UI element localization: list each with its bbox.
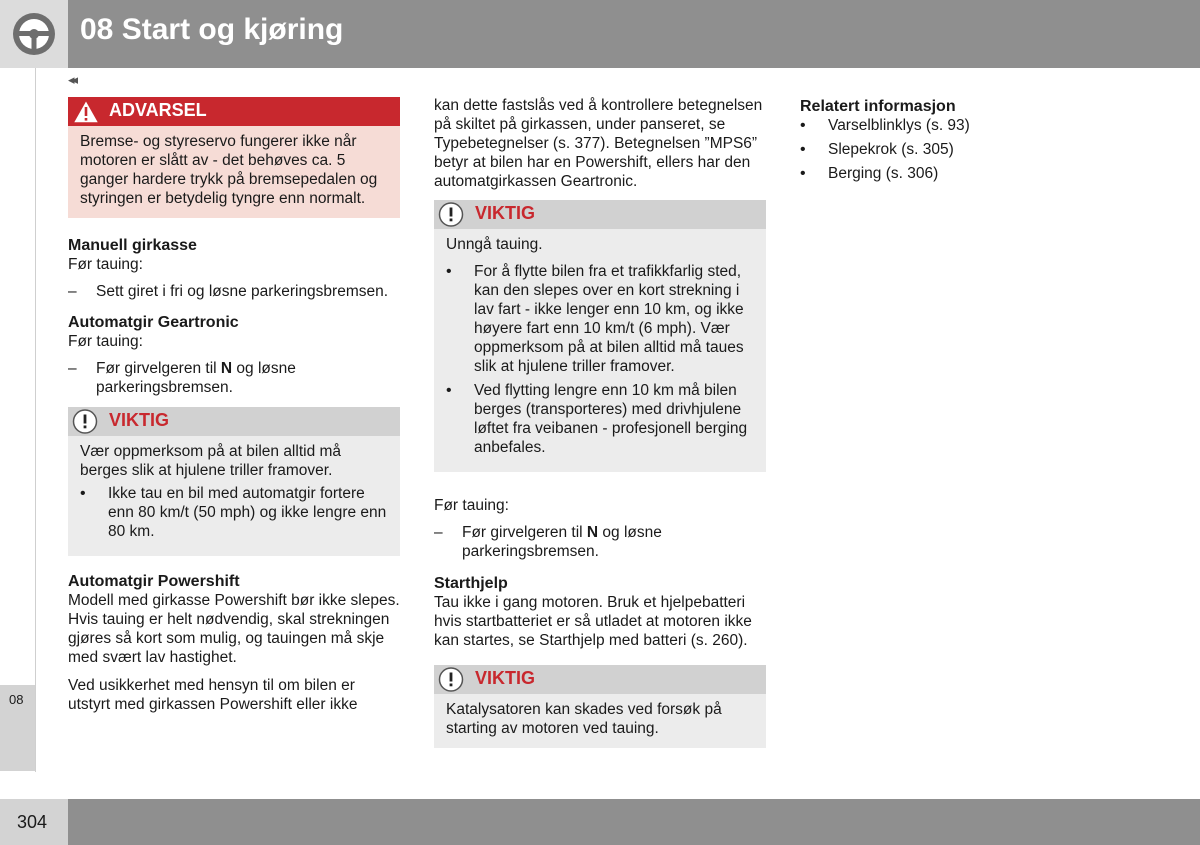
- important-box: [68, 407, 400, 556]
- list-item: – Før girvelgeren til N og løsne parkeringsbremsen.: [68, 360, 296, 396]
- important-text: Katalysatoren kan skades ved forsøk på starting av motoren ved tauing.: [434, 694, 766, 748]
- list-item: • Ikke tau en bil med automatgir fortere enn 80 km/t (50 mph) og ikke lengre enn 80 km.: [80, 484, 388, 541]
- page-footer: [0, 799, 1200, 845]
- related-link[interactable]: • Slepekrok (s. 305): [800, 140, 1132, 159]
- list-item: • For å flytte bilen fra et trafikkfarlig sted, kan den slepes over en kort strekning i lav fart - ikke lenger enn 10 km, og ikke høyere fart enn 10 km/t (6 mph). Vær oppmerksom på at bilen alltid må taues slik at hjulene triller framover.: [446, 262, 754, 376]
- important-body: [434, 229, 766, 472]
- chapter-icon-box: [0, 0, 68, 68]
- back-nav-icon[interactable]: ◂◂: [68, 72, 76, 87]
- geartronic-steps: [68, 359, 400, 397]
- important-box: [434, 665, 766, 748]
- page-number: 304: [17, 812, 48, 832]
- powershift-p1: Modell med girkasse Powershift bør ikke slepes. Hvis tauing er helt nødvendig, skal strekningen gjøres så kort som mulig, og tauingen må skje med svært lav hastighet.: [68, 592, 400, 666]
- steering-wheel-icon: [0, 0, 68, 68]
- list-item: – Sett giret i fri og løsne parkeringsbremsen.: [68, 283, 389, 300]
- starthjelp-text: Tau ikke i gang motoren. Bruk et hjelpebatteri hvis startbatteriet er så utladet at motoren ikke kan startes, se Starthjelp med batteri (s. 260).: [434, 594, 752, 649]
- step-text-pre: Før girvelgeren til: [462, 524, 587, 541]
- powershift-continued: kan dette fastslås ved å kontrollere betegnelsen på skiltet på girkassen, under panseret, se Typebetegnelser (s. 377). Betegnelsen ”MPS6” betyr at bilen har en Powershift, ellers har den automatgirkassen Geartronic.: [434, 97, 763, 190]
- warning-box: [68, 97, 400, 218]
- column-2: [434, 96, 766, 748]
- chapter-title: 08 Start og kjøring: [80, 13, 344, 46]
- related-link[interactable]: • Varselblinklys (s. 93): [800, 116, 1132, 135]
- step-text-post: og løsne parkeringsbremsen.: [462, 524, 662, 560]
- related-link[interactable]: • Berging (s. 306): [800, 164, 1132, 183]
- warning-text: Bremse- og styreservo fungerer ikke når motoren er slått av - det behøves ca. 5 ganger hardere trykk på bremsepedalen og styringen er betydelig tyngre enn normalt.: [68, 126, 400, 218]
- important-bar: [434, 200, 766, 229]
- important-label: VIKTIG: [109, 410, 170, 430]
- column-3: [800, 97, 1132, 188]
- side-index: [0, 68, 36, 772]
- towing-steps: [434, 523, 766, 561]
- towing-intro: Før tauing:: [434, 497, 509, 514]
- manual-step-text: Sett giret i fri og løsne parkeringsbremsen.: [96, 283, 389, 300]
- important-text: Vær oppmerksom på at bilen alltid må berges slik at hjulene triller framover.: [80, 443, 342, 479]
- heading-powershift: Automatgir Powershift: [68, 573, 240, 590]
- geartronic-intro: Før tauing:: [68, 333, 143, 350]
- important-bullets: [80, 484, 388, 541]
- important-label: VIKTIG: [475, 668, 536, 688]
- exclamation-icon: [71, 407, 101, 436]
- important-box: [434, 200, 766, 472]
- list-item: – Før girvelgeren til N og løsne parkeringsbremsen.: [434, 524, 662, 560]
- important-body: [68, 436, 400, 556]
- powershift-p2: Ved usikkerhet med hensyn til om bilen er utstyrt med girkassen Powershift eller ikke: [68, 677, 358, 713]
- exclamation-icon: [437, 200, 467, 229]
- side-tab-label: 08: [9, 692, 24, 707]
- important-label: VIKTIG: [475, 203, 536, 223]
- heading-starthjelp: Starthjelp: [434, 575, 508, 592]
- exclamation-icon: [437, 665, 467, 694]
- related-links: [800, 116, 1132, 183]
- important-text: Unngå tauing.: [446, 236, 543, 253]
- step-text-post: og løsne parkeringsbremsen.: [96, 360, 296, 396]
- manual-intro: Før tauing:: [68, 256, 143, 273]
- gear-n: N: [586, 524, 599, 541]
- warning-bar: [68, 97, 400, 126]
- manual-steps: [68, 282, 400, 301]
- warning-triangle-icon: [71, 97, 101, 126]
- chapter-header: [0, 0, 1200, 68]
- heading-geartronic: Automatgir Geartronic: [68, 314, 239, 331]
- list-item: • Ved flytting lengre enn 10 km må bilen berges (transporteres) med drivhjulene løftet fra veibanen - profesjonell berging anbefales.: [446, 381, 754, 457]
- column-1: [68, 97, 400, 714]
- warning-label: ADVARSEL: [109, 100, 207, 120]
- page-number-box: [0, 799, 68, 845]
- step-text-pre: Før girvelgeren til: [96, 360, 221, 377]
- important-bar: [68, 407, 400, 436]
- important-bullets: [446, 262, 754, 457]
- related-info-heading: Relatert informasjon: [800, 98, 956, 115]
- side-tab-chapter[interactable]: [0, 685, 35, 771]
- gear-n: N: [220, 360, 233, 377]
- important-bar: [434, 665, 766, 694]
- heading-manual: Manuell girkasse: [68, 237, 197, 254]
